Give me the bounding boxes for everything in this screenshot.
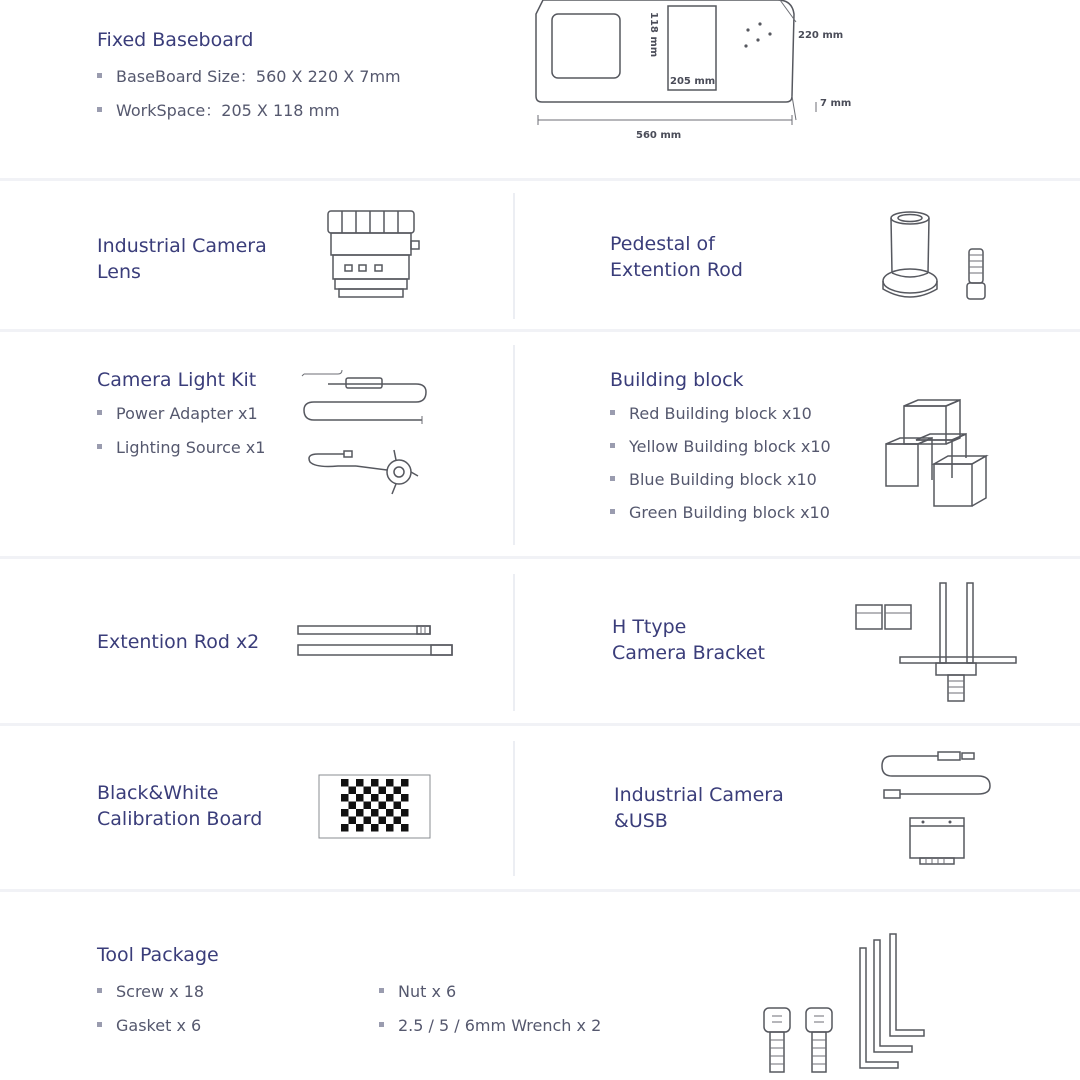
column-divider <box>513 193 515 319</box>
tools-section <box>0 892 1080 1080</box>
column-divider <box>513 574 515 711</box>
calibration-board-image <box>318 774 432 840</box>
camera-lens-image <box>325 209 435 301</box>
checker-square <box>401 794 409 802</box>
tool-item: Screw x 18 <box>97 981 204 1003</box>
pedestal-title: Pedestal of Extention Rod <box>610 233 743 281</box>
checker-square <box>356 794 364 802</box>
checker-square <box>394 817 402 825</box>
checker-square <box>356 824 364 832</box>
building-block-item: Red Building block x10 <box>610 403 812 425</box>
tool-item: Nut x 6 <box>379 981 456 1003</box>
checker-square <box>379 787 387 795</box>
checker-square <box>364 817 372 825</box>
extension-rod-title: Extention Rod x2 <box>97 631 260 653</box>
column-divider <box>513 345 515 545</box>
camera-usb-image <box>878 748 998 868</box>
lens-pedestal-section <box>0 181 1080 329</box>
checker-square <box>356 809 364 817</box>
checker-square <box>341 779 349 787</box>
checker-square <box>371 824 379 832</box>
checker-square <box>371 794 379 802</box>
ws-width-label: 205 mm <box>670 76 716 87</box>
building-block-item: Green Building block x10 <box>610 502 830 524</box>
checker-square <box>341 794 349 802</box>
checker-square <box>401 824 409 832</box>
checker-square <box>364 787 372 795</box>
checker-square <box>371 809 379 817</box>
camera-lens-title: Industrial Camera Lens <box>97 235 267 283</box>
length-label: 560 mm <box>636 130 682 141</box>
tool-item: 2.5 / 5 / 6mm Wrench x 2 <box>379 1015 601 1037</box>
baseboard-title: Fixed Baseboard <box>97 29 254 51</box>
pedestal-image <box>880 209 1000 304</box>
bracket-image <box>852 581 1027 706</box>
light-kit-item: Power Adapter x1 <box>97 403 258 425</box>
lightkit-blocks-section <box>0 332 1080 556</box>
checker-square <box>364 802 372 810</box>
checker-square <box>379 817 387 825</box>
tool-item: Gasket x 6 <box>97 1015 201 1037</box>
camera-usb-title: Industrial Camera &USB <box>614 784 784 832</box>
building-block-item: Blue Building block x10 <box>610 469 817 491</box>
checker-square <box>386 809 394 817</box>
baseboard-diagram <box>530 0 870 150</box>
checker-square <box>401 809 409 817</box>
extension-rod-image <box>297 621 457 661</box>
column-divider <box>513 741 515 876</box>
checker-square <box>386 794 394 802</box>
baseboard-size-item: BaseBoard Size：560 X 220 X 7mm <box>97 66 401 88</box>
checker-square <box>371 779 379 787</box>
checker-square <box>349 817 357 825</box>
light-kit-title: Camera Light Kit <box>97 369 257 391</box>
light-kit-image <box>298 362 438 472</box>
checker-square <box>394 802 402 810</box>
checker-square <box>349 787 357 795</box>
bracket-title: H Ttype Camera Bracket <box>612 616 766 664</box>
checker-square <box>356 779 364 787</box>
building-block-item: Yellow Building block x10 <box>610 436 831 458</box>
checker-square <box>386 779 394 787</box>
calibration-title: Black&White Calibration Board <box>97 782 263 830</box>
width-label: 220 mm <box>798 30 844 41</box>
checker-square <box>394 787 402 795</box>
checker-square <box>386 824 394 832</box>
building-block-title: Building block <box>610 369 744 391</box>
light-kit-item: Lighting Source x1 <box>97 437 265 459</box>
checker-square <box>349 802 357 810</box>
checker-square <box>341 824 349 832</box>
tools-title: Tool Package <box>97 944 219 966</box>
building-blocks-image <box>884 398 994 510</box>
checker-square <box>401 779 409 787</box>
checker-square <box>379 802 387 810</box>
baseboard-section <box>0 0 1080 178</box>
ws-height-label: 118 mm <box>648 12 659 58</box>
calibration-camera-section <box>0 726 1080 889</box>
rod-bracket-section <box>0 559 1080 723</box>
baseboard-workspace-item: WorkSpace：205 X 118 mm <box>97 100 340 122</box>
tool-package-image <box>758 930 938 1075</box>
thickness-label: 7 mm <box>820 98 852 109</box>
checker-square <box>341 809 349 817</box>
